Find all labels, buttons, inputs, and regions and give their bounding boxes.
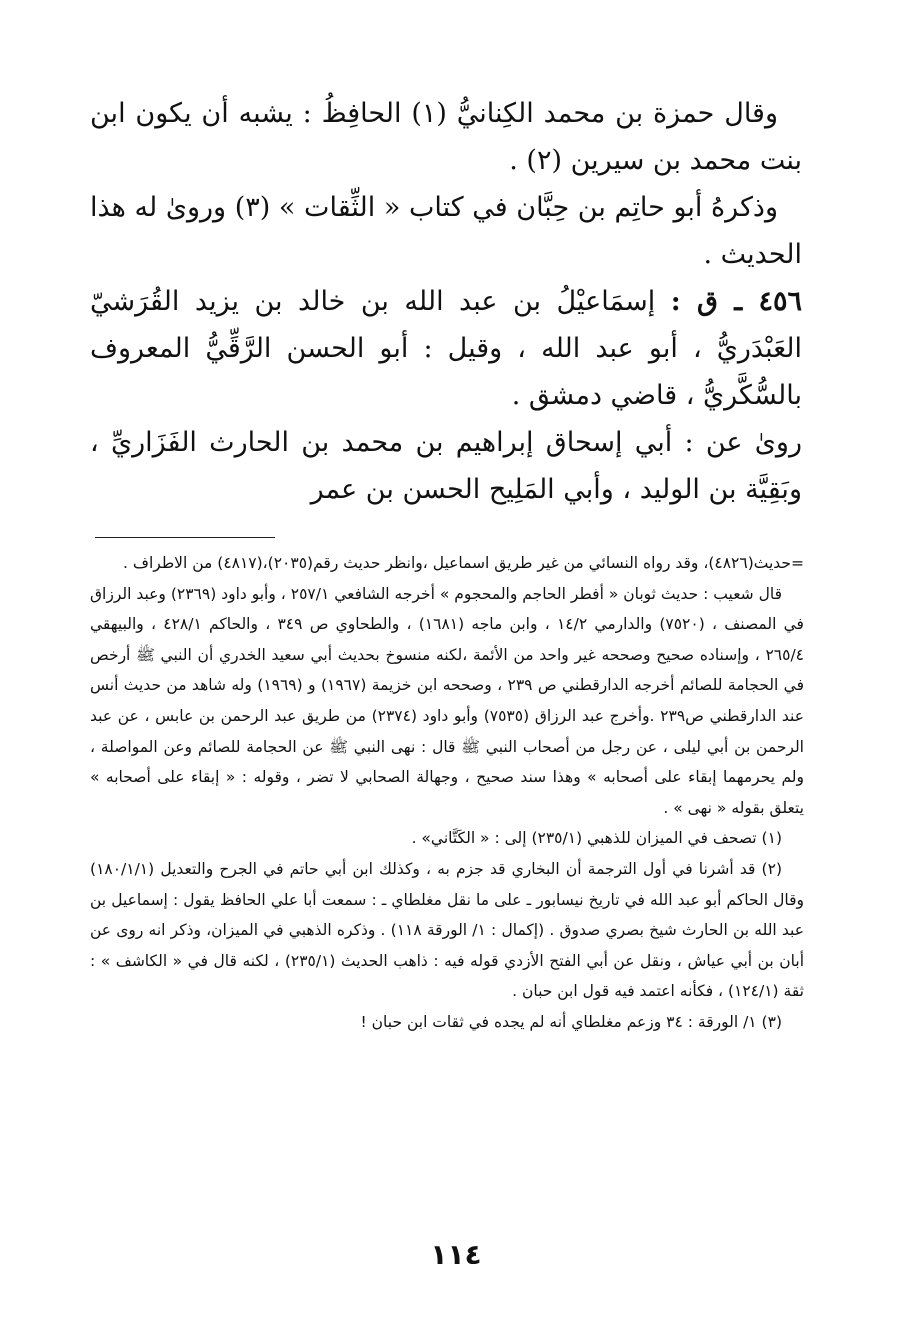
footnote-3: (٣) ١/ الورقة : ٣٤ وزعم مغلطاي أنه لم يجده في ثقات ابن حبان ! [360,1012,782,1031]
footnote-divider [95,537,275,538]
footnote-shuaib: قال شعيب : حديث ثوبان « أفطر الحاجم والمحجوم » أخرجه الشافعي ٢٥٧/١ ، وأبو داود (٢٣٦٩) وعبد الرزاق في المصنف ، (٧٥٢٠) والدارمي ١٤/٢ ، وابن ماجه (١٦٨١) ، والطحاوي ص ٣٤٩ ، والحاكم ٤٢٨/١ ، والبيهقي ٢٦٥/٤ ، وإسناده صحيح وصححه غير واحد من الأئمة ،لكنه منسوخ بحديث أبي سعيد الخدري أن النبي ﷺ أرخص في الحجامة للصائم أخرجه الدارقطني ص ٢٣٩ ، وصححه ابن خزيمة (١٩٦٧) و (١٩٦٩) وله شاهد من حديث أنس عند الدارقطني ص٢٣٩ .وأخرج عبد الرزاق (٧٥٣٥) وأبو داود (٢٣٧٤) من طريق عبد الرحمن بن عابس ، عن عبد الرحمن بن أبي ليلى ، عن رجل من أصحاب النبي ﷺ قال : نهى النبي ﷺ عن الحجامة للصائم وعن المواصلة ، ولم يحرمهما إبقاء على أصحابه » وهذا سند صحيح ، وجهالة الصحابي لا تضر ، وقوله : « إبقاء على أصحابه » يتعلق بقوله « نهى » . [90,584,804,817]
main-text [90,90,802,513]
biography-entry [90,278,802,419]
footnote-1: (١) تصحف في الميزان للذهبي (٢٣٥/١) إلى : « الكَتَّاني» . [411,829,782,848]
footnotes [90,548,804,1038]
entry-name: إسمَاعيْلُ بن عبد الله بن خالد بن يزيد القُرَشيّ العَبْدَريُّ ، أبو عبد الله ، وقيل : أبو الحسن الرَّقِّيُّ المعروف بالسُّكَّريُّ ، قاضي دمشق . [90,286,802,411]
paragraph-narrated-from: روىٰ عن : أبي إسحاق إبراهيم بن محمد بن الحارث الفَزَاريِّ ، وبَقِيَّة بن الوليد ، وأبي المَلِيح الحسن بن عمر [90,427,802,505]
footnote-2: (٢) قد أشرنا في أول الترجمة أن البخاري قد جزم به ، وكذلك ابن أبي حاتم في الجرح والتعديل (١٨٠/١/١) وقال الحاكم أبو عبد الله في تاريخ نيسابور ـ على ما نقل مغلطاي ـ : سمعت أبا علي الحافظ يقول : إسماعيل بن عبد الله بن الحارث شيخ بصري صدوق . (إكمال : ١/ الورقة ١١٨) . وذكره الذهبي في الميزان، وذكر انه روى عن أبان بن أبي عياش ، ونقل عن أبي الفتح الأزدي قوله فيه : ذاهب الحديث (٢٣٥/١) ، لكنه قال في « الكاشف » : ثقة (١٢٤/١) ، فكأنه اعتمد فيه قول ابن حبان . [90,859,804,1001]
page-number: ١١٤ [430,1238,482,1271]
entry-number: ٤٥٦ ـ ق : [670,286,802,317]
paragraph-ibn-hibban: وذكرهُ أبو حاتِم بن حِبَّان في كتاب « الثِّقات » (٣) وروىٰ له هذا الحديث . [90,192,802,270]
footnote-continuation: =حديث(٤٨٢٦)، وقد رواه النسائي من غير طريق اسماعيل ،وانظر حديث رقم(٢٠٣٥)،(٤٨١٧) من الاطراف . [123,554,804,572]
paragraph-hamza: وقال حمزة بن محمد الكِنانيُّ (١) الحافِظُ : يشبه أن يكون ابن بنت محمد بن سيرين (٢) . [90,98,802,176]
